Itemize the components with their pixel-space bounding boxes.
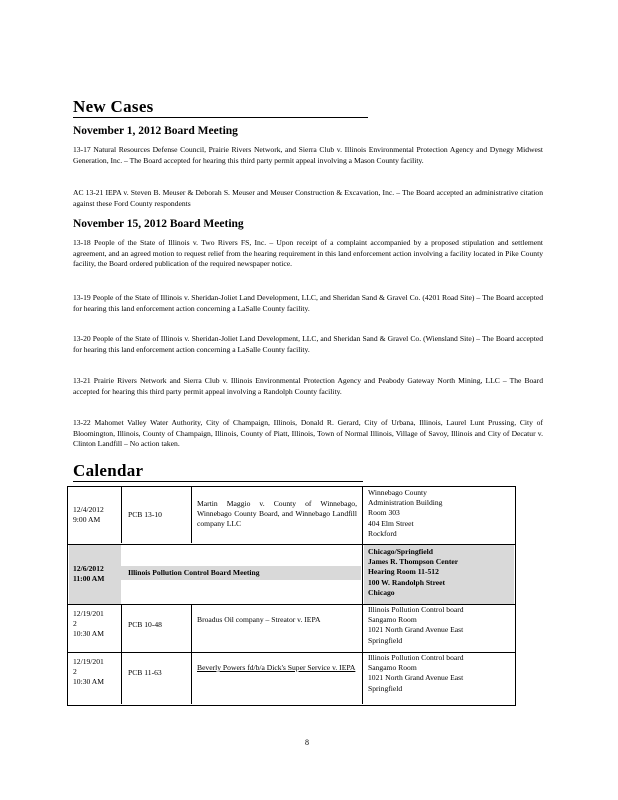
calendar-row-3-case: PCB 10-48: [128, 620, 162, 629]
meeting-title-nov-15: November 15, 2012 Board Meeting: [73, 218, 244, 230]
case-13-22: 13-22 Mahomet Valley Water Authority, City of Champaign, Illinois, Donald R. Gerard, City of Urbana, Illinois, Laurel Lunt Prussing, City of Bloomington, Illinois, County of Champaign, Illinois, County of Piatt, Illinois, Town of Normal Illinois, Village of Savoy, Illinois and City of Decatur v. Clinton Landfill – No action taken.: [73, 418, 543, 448]
calendar-row-4-description: Beverly Powers fd/b/a Dick's Super Service v. IEPA: [197, 663, 356, 672]
case-13-21: 13-21 Prairie Rivers Network and Sierra Club v. Illinois Environmental Protection Agency and Peabody Gateway North Mining, LLC – The Board accepted for hearing this third party permit appeal involving a Randolph County facility.: [73, 376, 543, 396]
section-heading-new-cases: New Cases: [73, 97, 154, 116]
calendar-row-2-location: Chicago/Springfield James R. Thompson Center Hearing Room 11-512 100 W. Randolph Street Chicago: [368, 547, 459, 597]
case-13-20: 13-20 People of the State of Illinois v. Sheridan-Joliet Land Development, LLC, and Sheridan Sand & Gravel Co. (Wiensland Site) – The Board accepted for hearing this land enforcement action concerning a LaSalle County facility.: [73, 334, 543, 354]
case-13-17: 13-17 Natural Resources Defense Council, Prairie Rivers Network, and Sierra Club v. Illinois Environmental Protection Agency and Dynegy Midwest Generation, Inc. – The Board accepted for hearing this third party permit appeal involving a Mason County facility.: [73, 145, 543, 165]
calendar-table: [67, 486, 516, 706]
calendar-row-3-datetime: 12/19/201 2 10:30 AM: [73, 609, 105, 639]
calendar-row-4-datetime: 12/19/201 2 10:30 AM: [73, 657, 105, 687]
calendar-row-4-case: PCB 11-63: [128, 668, 162, 677]
section-heading-calendar: Calendar: [73, 461, 144, 480]
calendar-row-3-location: Illinois Pollution Control board Sangamo Room 1021 North Grand Avenue East Springfield: [368, 605, 464, 645]
calendar-row-1-datetime: 12/4/2012 9:00 AM: [73, 505, 104, 525]
calendar-row-1-location: Winnebago County Administration Building Room 303 404 Elm Street Rockford: [368, 488, 443, 538]
calendar-heading-rule: [73, 481, 363, 482]
calendar-row-2-case: Illinois Pollution Control Board Meeting: [128, 568, 260, 577]
meeting-title-nov-1: November 1, 2012 Board Meeting: [73, 125, 238, 137]
calendar-row-3-description: Broadus Oil company – Streator v. IEPA: [197, 615, 321, 624]
calendar-row-1-description: Martin Maggio v. County of Winnebago, Winnebago County Board, and Winnebago Landfill company LLC: [197, 499, 357, 529]
calendar-row-2-datetime: 12/6/2012 11:00 AM: [73, 564, 105, 584]
page-number: 8: [305, 738, 309, 747]
case-13-19: 13-19 People of the State of Illinois v. Sheridan-Joliet Land Development, LLC, and Sheridan Sand & Gravel Co. (4201 Road Site) – The Board accepted for hearing this land enforcement action concerning a LaSalle County facility.: [73, 293, 543, 313]
calendar-row-1-case: PCB 13-10: [128, 510, 162, 519]
calendar-row-4-location: Illinois Pollution Control board Sangamo Room 1021 North Grand Avenue East Springfield: [368, 653, 464, 693]
case-13-18: 13-18 People of the State of Illinois v. Two Rivers FS, Inc. – Upon receipt of a complaint accompanied by a proposed stipulation and settlement agreement, and an agreed motion to request relief from the hearing requirement in this land enforcement action involving a facility located in Pike County facility, the Board ordered publication of the required newspaper notice.: [73, 238, 543, 268]
case-ac-13-21: AC 13-21 IEPA v. Steven B. Meuser & Deborah S. Meuser and Meuser Construction & Excavation, Inc. – The Board accepted an administrative citation against these Ford County respondents: [73, 188, 543, 208]
heading-rule: [73, 117, 368, 118]
